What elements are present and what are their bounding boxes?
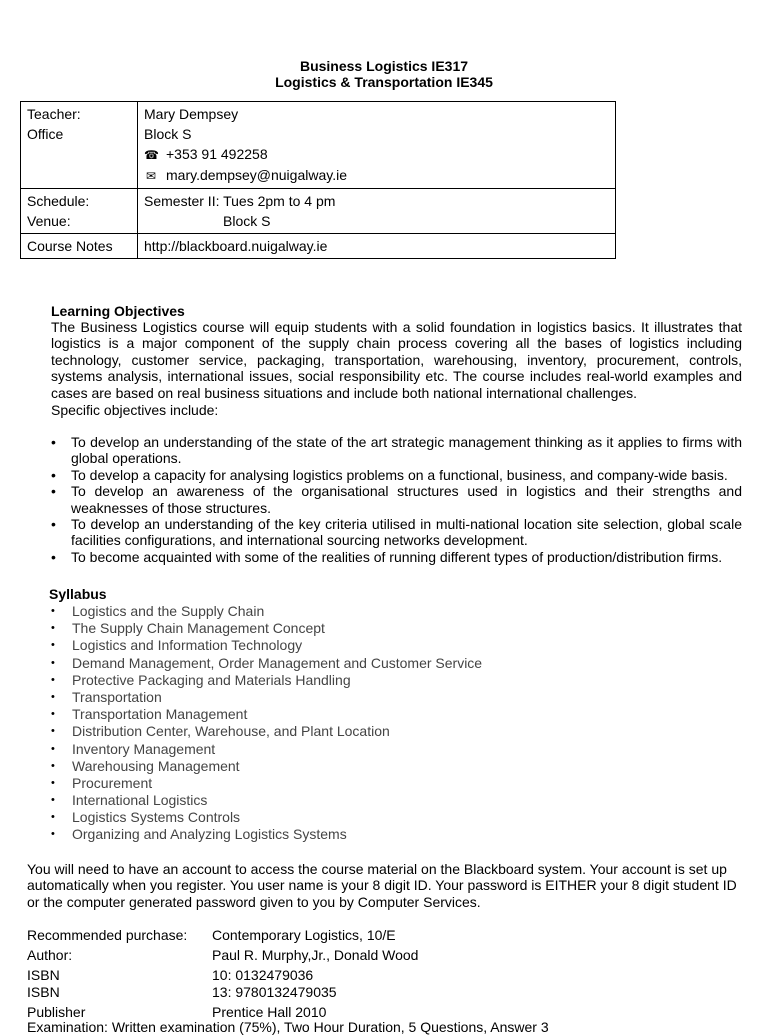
book-row-label: ISBN [27,967,60,983]
phone-icon: ☎ [144,148,159,162]
venue-label: Venue: [27,213,71,229]
email-line [144,165,609,186]
list-item: • To develop an understanding of the state of the art strategic management thinking as it applies to firms with global operations. [51,434,742,467]
examination-line: Examination: Written examination (75%), Two Hour Duration, 5 Questions, Answer 3 [27,1019,549,1035]
book-row-value: Prentice Hall 2010 [212,1004,327,1020]
list-item: • Demand Management, Order Management and Customer Service [51,655,482,672]
book-row-value: 13: 9780132479035 [212,984,337,1000]
office-value: Block S [144,126,192,142]
list-item: • The Supply Chain Management Concept [51,620,482,637]
list-item: • To develop a capacity for analysing logistics problems on a functional, business, and company-wide basis. [51,467,742,483]
schedule-value-cell [138,189,616,234]
document-title-1: Business Logistics IE317 [299,58,469,74]
office-label: Office [27,126,64,142]
book-row-value: Contemporary Logistics, 10/E [212,927,396,943]
teacher-value-cell [138,102,616,189]
list-item: • Procurement [51,775,482,792]
schedule-row [21,189,616,234]
objectives-intro: The Business Logistics course will equip students with a solid foundation in logistics basics. It illustrates that logistics is a major component of the supply chain process covering all the bases of logistics including technology, customer service, packaging, transportation, warehousing, inventory, procurement, controls, systems analysis, international issues, social responsibility etc. The course includes real-world examples and cases are based on real business situations and include both national international challenges. [51,319,742,401]
list-item: • Protective Packaging and Materials Handling [51,672,482,689]
course-notes-label: Course Notes [21,234,138,259]
course-notes-link[interactable]: http://blackboard.nuigalway.ie [138,234,616,259]
list-item: • To develop an understanding of the key criteria utilised in multi-national location site selection, global scale facilities configurations, and international sourcing networks development. [51,516,742,549]
syllabus-list [51,603,482,844]
schedule-label: Schedule: [27,193,90,209]
teacher-label: Teacher: [27,106,81,122]
teacher-row [21,102,616,189]
mail-icon: ✉ [145,169,157,183]
teacher-name: Mary Dempsey [144,106,239,122]
book-row-label: Recommended purchase: [27,927,188,943]
list-item: • Transportation Management [51,706,482,723]
list-item: • Logistics and Information Technology [51,637,482,654]
list-item: • Organizing and Analyzing Logistics Systems [51,826,482,843]
book-row-value: Paul R. Murphy,Jr., Donald Wood [212,947,419,963]
document-title-2: Logistics & Transportation IE345 [275,74,493,90]
venue-value: Block S [223,213,271,229]
objectives-specific-label: Specific objectives include: [51,402,219,418]
list-item: • Distribution Center, Warehouse, and Plant Location [51,723,482,740]
syllabus-heading: Syllabus [49,586,107,602]
account-info-paragraph: You will need to have an account to access the course material on the Blackboard system. Your account is set up automatically when you register. You user name is your 8 digit ID. Your password is EITHER your 8 digit student ID or the computer generated password given to you by Computer Services. [27,861,737,910]
learning-objectives-heading: Learning Objectives [51,303,185,319]
book-row-label: Author: [27,947,73,963]
objectives-list [51,434,742,565]
list-item: • International Logistics [51,792,482,809]
book-row-label: ISBN [27,984,60,1000]
list-item: • To become acquainted with some of the realities of running different types of production/distribution firms. [51,549,742,565]
schedule-value: Semester II: Tues 2pm to 4 pm [144,193,336,209]
email-address[interactable]: mary.dempsey@nuigalway.ie [166,167,347,183]
book-row-label: Publisher [27,1004,86,1020]
list-item: • Inventory Management [51,741,482,758]
phone-number: +353 91 492258 [166,146,268,162]
teacher-label-cell [21,102,138,189]
schedule-label-cell [21,189,138,234]
list-item: • Logistics Systems Controls [51,809,482,826]
phone-line [144,144,609,165]
list-item: • Warehousing Management [51,758,482,775]
list-item: • Logistics and the Supply Chain [51,603,482,620]
list-item: • Transportation [51,689,482,706]
list-item: • To develop an awareness of the organisational structures used in logistics and their strengths and weaknesses of those structures. [51,483,742,516]
course-notes-row [21,234,616,259]
book-row-value: 10: 0132479036 [212,967,314,983]
contact-table [20,101,616,259]
